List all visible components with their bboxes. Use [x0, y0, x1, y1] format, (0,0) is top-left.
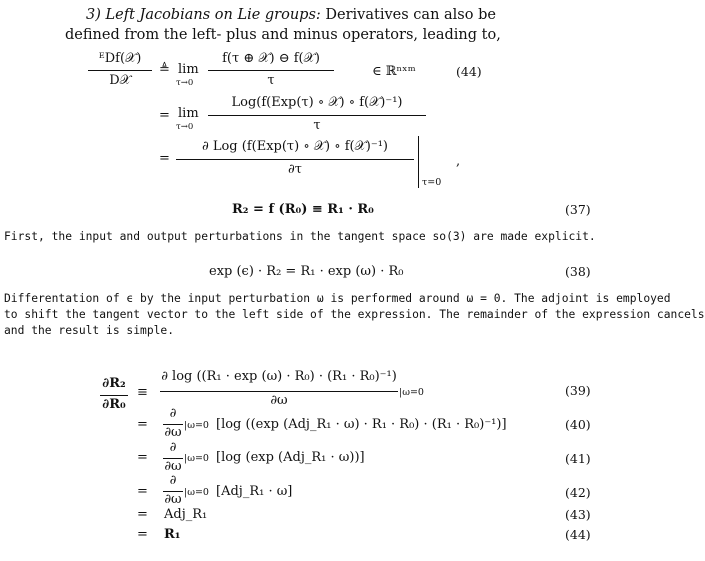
eq44-lim-1: lim	[178, 62, 199, 77]
eq44-r3-denominator: ∂τ	[288, 162, 302, 177]
eq40-number: (40)	[565, 417, 591, 432]
eq39-number: (39)	[565, 383, 591, 398]
eq44-lim-sub-1: τ→0	[176, 78, 194, 88]
eq40-evaluation-point: |ω=0	[184, 420, 209, 431]
eq42-relation: =	[137, 484, 148, 499]
eq41-number: (41)	[565, 451, 591, 466]
eq39-denominator: ∂ω	[270, 393, 288, 408]
eq44-lhs-numerator: ᴱDf(𝒳)	[98, 51, 142, 66]
eq40-derivative-denominator: ∂ω	[164, 425, 182, 440]
section-paragraph-line-2: defined from the left- plus and minus operators, leading to,	[65, 27, 501, 43]
eq42-evaluation-point: |ω=0	[184, 487, 209, 498]
eq42-derivative-denominator: ∂ω	[164, 492, 182, 507]
eq44-r2-fraction-bar	[208, 115, 426, 116]
eq44-lim-2: lim	[178, 106, 199, 121]
eq44-defeq: ≜	[159, 62, 170, 77]
eq38-number: (38)	[565, 264, 591, 279]
paragraph-differentiation-line-2: to shift the tangent vector to the left side of the expression. The remainder of the expression cancels	[4, 308, 705, 321]
eq39-lhs-fraction-bar	[100, 395, 128, 396]
eq41-derivative-denominator: ∂ω	[164, 459, 182, 474]
eq44b-relation: =	[137, 527, 148, 542]
eq44-r2-denominator: τ	[313, 118, 321, 133]
eq39-numerator: ∂ log ((R₁ · exp (ω) · R₀) · (R₁ · R₀)⁻¹)	[161, 369, 397, 384]
eq39-relation: ≡	[137, 385, 148, 400]
eq42-derivative-numerator: ∂	[169, 473, 177, 488]
eq44-r1-denominator: τ	[267, 73, 275, 88]
eq39-evaluation-point: |ω=0	[399, 387, 424, 398]
eq44b-number: (44)	[565, 527, 591, 542]
eq41-evaluation-point: |ω=0	[184, 453, 209, 464]
eq44-evaluation-point: τ=0	[422, 177, 442, 188]
eq44b-body: R₁	[164, 527, 181, 542]
eq40-derivative-numerator: ∂	[169, 406, 177, 421]
eq38-body: exp (ϵ) · R₂ = R₁ · exp (ω) · R₀	[209, 264, 404, 279]
eq43-body: Adj_R₁	[164, 507, 208, 522]
section-heading: 3) Left Jacobians on Lie groups:	[86, 7, 321, 23]
eq44-lim-sub-2: τ→0	[176, 122, 194, 132]
eq44-eq-2: =	[159, 108, 170, 123]
eq40-relation: =	[137, 417, 148, 432]
eq37-number: (37)	[565, 202, 591, 217]
eq43-number: (43)	[565, 507, 591, 522]
eq44-trailing-comma: ,	[456, 154, 461, 169]
eq44-r1-numerator: f(τ ⊕ 𝒳) ⊖ f(𝒳)	[222, 51, 320, 66]
eq44-r2-numerator: Log(f(Exp(τ) ∘ 𝒳) ∘ f(𝒳)⁻¹)	[231, 95, 403, 110]
section-paragraph-line-1	[86, 7, 496, 23]
section-intro-text: Derivatives can also be	[320, 7, 496, 23]
eq41-derivative-numerator: ∂	[169, 440, 177, 455]
eq39-lhs-denominator: ∂R₀	[102, 397, 126, 412]
paragraph-perturbations: First, the input and output perturbations in the tangent space so(3) are made explicit.	[4, 230, 596, 243]
eq41-relation: =	[137, 450, 148, 465]
eq39-fraction-bar	[160, 391, 398, 392]
eq44-lhs-denominator: D𝒳	[109, 73, 131, 88]
eq42-body: [Adj_R₁ · ω]	[216, 484, 293, 499]
paragraph-differentiation-line-1: Differentation of ϵ by the input perturbation ω is performed around ω = 0. The adjoint is employed	[4, 292, 671, 305]
eq42-number: (42)	[565, 485, 591, 500]
eq44-space: ∈ ℝⁿˣᵐ	[372, 64, 416, 79]
eq44-number: (44)	[456, 64, 482, 79]
eq44-eq-3: =	[159, 151, 170, 166]
paragraph-differentiation-line-3: and the result is simple.	[4, 324, 175, 337]
eq40-body: [log ((exp (Adj_R₁ · ω) · R₁ · R₀) · (R₁ · R₀)⁻¹)]	[216, 417, 507, 432]
eq39-lhs-numerator: ∂R₂	[102, 376, 126, 391]
eq41-body: [log (exp (Adj_R₁ · ω))]	[216, 450, 365, 465]
eq44-r3-fraction-bar	[176, 159, 414, 160]
eq44-evaluation-bar	[418, 136, 419, 188]
eq37-body: R₂ = f (R₀) ≡ R₁ · R₀	[232, 202, 374, 217]
eq44-r3-numerator: ∂ Log (f(Exp(τ) ∘ 𝒳) ∘ f(𝒳)⁻¹)	[201, 139, 388, 154]
eq44-r1-fraction-bar	[208, 70, 334, 71]
eq43-relation: =	[137, 507, 148, 522]
eq44-lhs-fraction-bar	[88, 70, 152, 71]
